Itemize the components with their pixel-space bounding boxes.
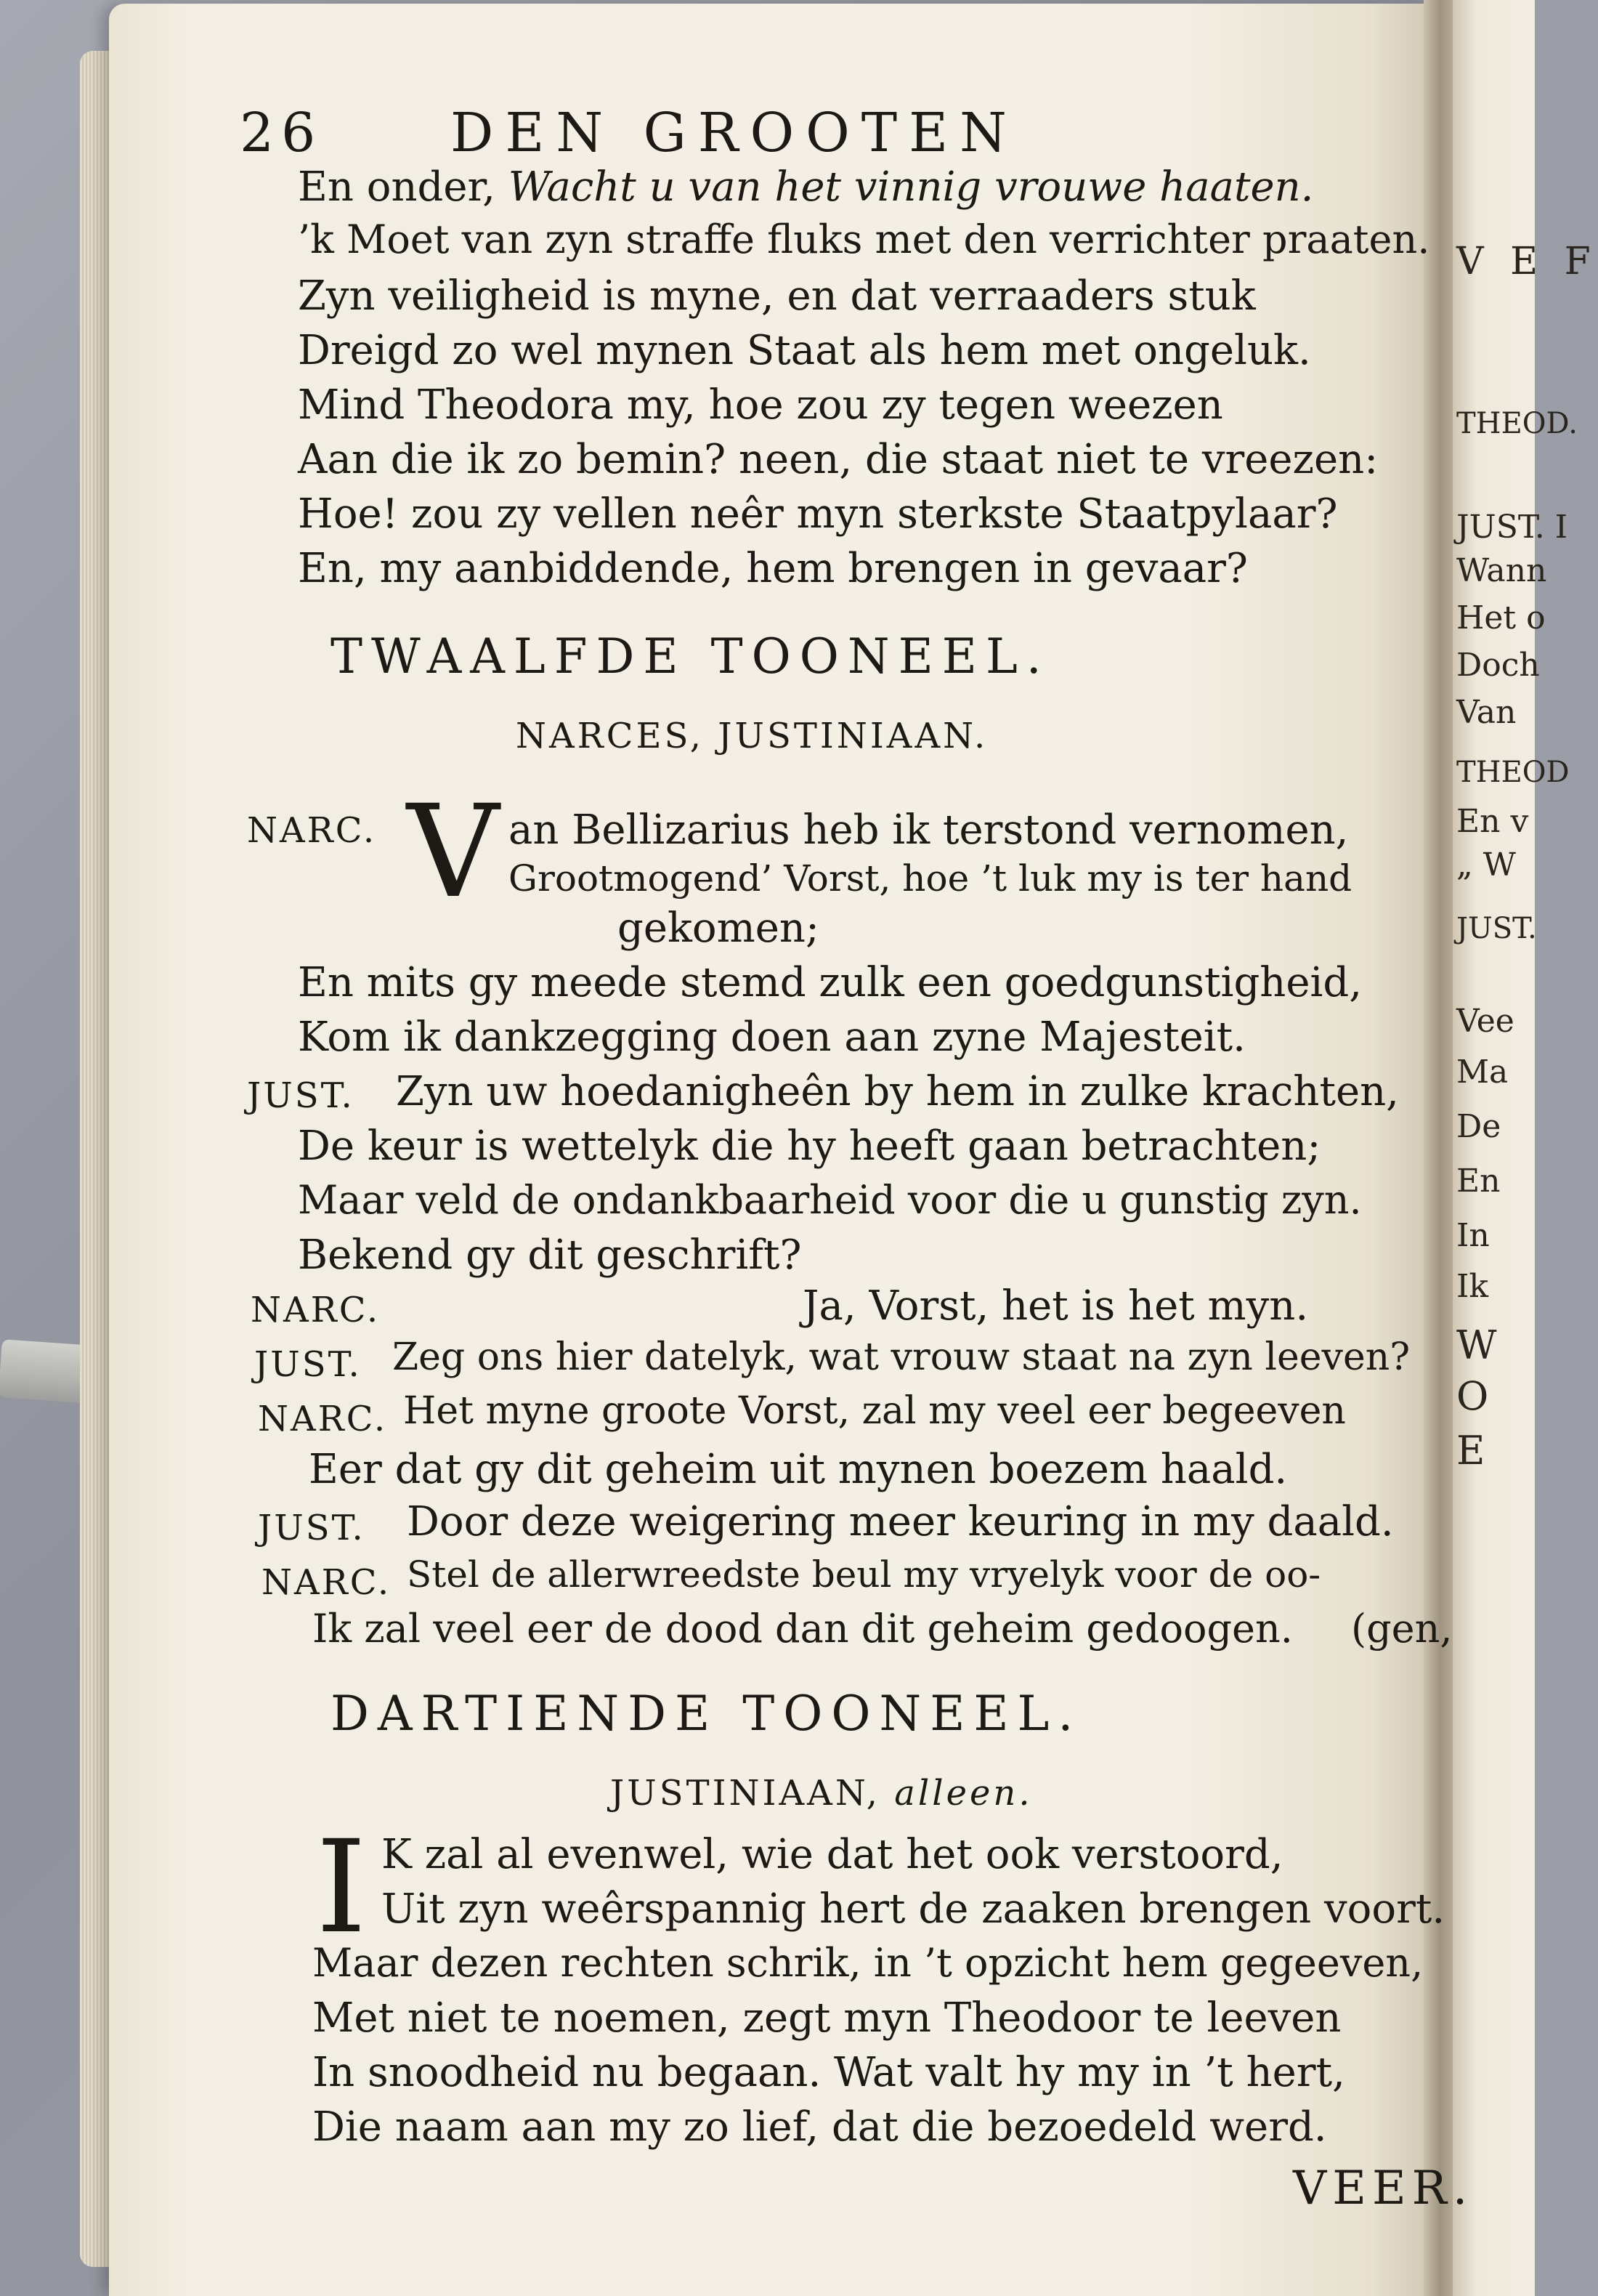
right-page-text: THEOD. xyxy=(1456,407,1578,440)
scene-cast: NARCES, JUSTINIAAN. xyxy=(516,716,989,756)
dialogue-line-turnover: (gen, xyxy=(1351,1606,1453,1652)
right-page-text: Van xyxy=(1456,694,1517,731)
dialogue-line: gekomen; xyxy=(617,905,819,952)
dialogue-line: Het myne groote Vorst, zal my veel eer begeeven xyxy=(403,1389,1346,1433)
verse-line: En, my aanbiddende, hem brengen in gevaar? xyxy=(298,545,1248,592)
right-page-text: Doch xyxy=(1456,647,1540,684)
verse-line xyxy=(298,163,1313,211)
speaker-label: NARC. xyxy=(261,1562,392,1603)
dialogue-line: Die naam aan my zo lief, dat die bezoedeld werd. xyxy=(312,2103,1327,2151)
scene-cast-name: JUSTINIAAN, xyxy=(610,1773,881,1814)
dialogue-line: Bekend gy dit geschrift? xyxy=(298,1232,802,1279)
catchword: VEER. xyxy=(1293,2162,1474,2215)
dialogue-line: Zyn uw hoedanigheên by hem in zulke krachten, xyxy=(396,1068,1399,1115)
dialogue-line: an Bellizarius heb ik terstond vernomen, xyxy=(508,807,1349,854)
right-page-text: JUST. xyxy=(1456,912,1537,945)
speaker-label: JUST. xyxy=(258,1508,365,1548)
scene-title: DARTIENDE TOONEEL. xyxy=(330,1686,1082,1742)
speaker-label: NARC. xyxy=(251,1290,381,1330)
right-page-text: JUST. I xyxy=(1456,509,1568,546)
dialogue-line: Door deze weigering meer keuring in my daald. xyxy=(407,1498,1394,1545)
scene-cast-note: alleen. xyxy=(894,1773,1033,1814)
right-page-text: W xyxy=(1456,1322,1497,1368)
dialogue-line: Kom ik dankzegging doen aan zyne Majesteit. xyxy=(298,1014,1246,1061)
right-page-text: E xyxy=(1456,1428,1485,1474)
page-number: 26 xyxy=(240,102,323,164)
right-page-text: „ W xyxy=(1456,846,1517,884)
verse-text: En onder, xyxy=(298,163,495,211)
dialogue-line: Met niet te noemen, zegt myn Theodoor te leeven xyxy=(312,1994,1342,2042)
right-page-text: THEOD xyxy=(1456,756,1570,789)
dialogue-line: Grootmogend’ Vorst, hoe ’t luk my is ter hand xyxy=(508,857,1352,900)
speaker-label: JUST. xyxy=(247,1075,354,1116)
verse-line: ’k Moet van zyn straffe fluks met den verrichter praaten. xyxy=(298,217,1430,262)
right-page-text: Ma xyxy=(1456,1054,1509,1091)
scene-title: TWAALFDE TOONEEL. xyxy=(330,628,1050,684)
dialogue-line: In snoodheid nu begaan. Wat valt hy my in ’t hert, xyxy=(312,2049,1345,2096)
running-title: DEN GROOTEN xyxy=(450,102,1018,164)
right-page-header: V E F xyxy=(1456,240,1598,283)
right-page xyxy=(1453,0,1535,2296)
dialogue-line: De keur is wettelyk die hy heeft gaan betrachten; xyxy=(298,1123,1321,1170)
right-page-text: Ik xyxy=(1456,1268,1489,1305)
dialogue-line: Zeg ons hier datelyk, wat vrouw staat na zyn leeven? xyxy=(392,1335,1411,1379)
scene-cast xyxy=(610,1773,1033,1814)
right-page-text: De xyxy=(1456,1108,1501,1145)
right-page-text: Wann xyxy=(1456,552,1547,589)
dialogue-line: En mits gy meede stemd zulk een goedgunstigheid, xyxy=(298,959,1363,1006)
verse-line: Aan die ik zo bemin? neen, die staat niet te vreezen: xyxy=(298,436,1379,483)
verse-quote: Wacht u van het vinnig vrouwe haaten. xyxy=(508,163,1314,211)
dialogue-line: Eer dat gy dit geheim uit mynen boezem haald. xyxy=(309,1446,1288,1493)
right-page-text: En xyxy=(1456,1163,1501,1200)
dialogue-line: Ik zal veel eer de dood dan dit geheim gedoogen. xyxy=(312,1606,1293,1652)
dialogue-line: Stel de allerwreedste beul my vryelyk voor de oo- xyxy=(407,1553,1321,1596)
speaker-label: NARC. xyxy=(258,1399,388,1439)
drop-cap: V xyxy=(407,777,500,926)
verse-line: Dreigd zo wel mynen Staat als hem met ongeluk. xyxy=(298,327,1311,374)
right-page-text: En v xyxy=(1456,803,1529,840)
right-page-text: Vee xyxy=(1456,1003,1514,1040)
verse-line: Hoe! zou zy vellen neêr myn sterkste Staatpylaar? xyxy=(298,490,1338,538)
speaker-label: NARC. xyxy=(247,810,377,851)
dialogue-line: K zal al evenwel, wie dat het ook verstoord, xyxy=(381,1831,1283,1878)
dialogue-line: Maar veld de ondankbaarheid voor die u gunstig zyn. xyxy=(298,1177,1362,1223)
speaker-label: JUST. xyxy=(254,1344,362,1385)
dialogue-line: Uit zyn weêrspannig hert de zaaken brengen voort. xyxy=(381,1885,1445,1933)
right-page-text: In xyxy=(1456,1217,1490,1254)
dialogue-line: Ja, Vorst, het is het myn. xyxy=(803,1282,1309,1330)
right-page-text: O xyxy=(1456,1373,1489,1419)
right-page-text: Het o xyxy=(1456,599,1546,636)
verse-line: Zyn veiligheid is myne, en dat verraaders stuk xyxy=(298,272,1256,320)
dialogue-line: Maar dezen rechten schrik, in ’t opzicht hem gegeeven, xyxy=(312,1940,1424,1986)
drop-cap: I xyxy=(316,1813,367,1962)
verse-line: Mind Theodora my, hoe zou zy tegen weezen xyxy=(298,381,1223,429)
